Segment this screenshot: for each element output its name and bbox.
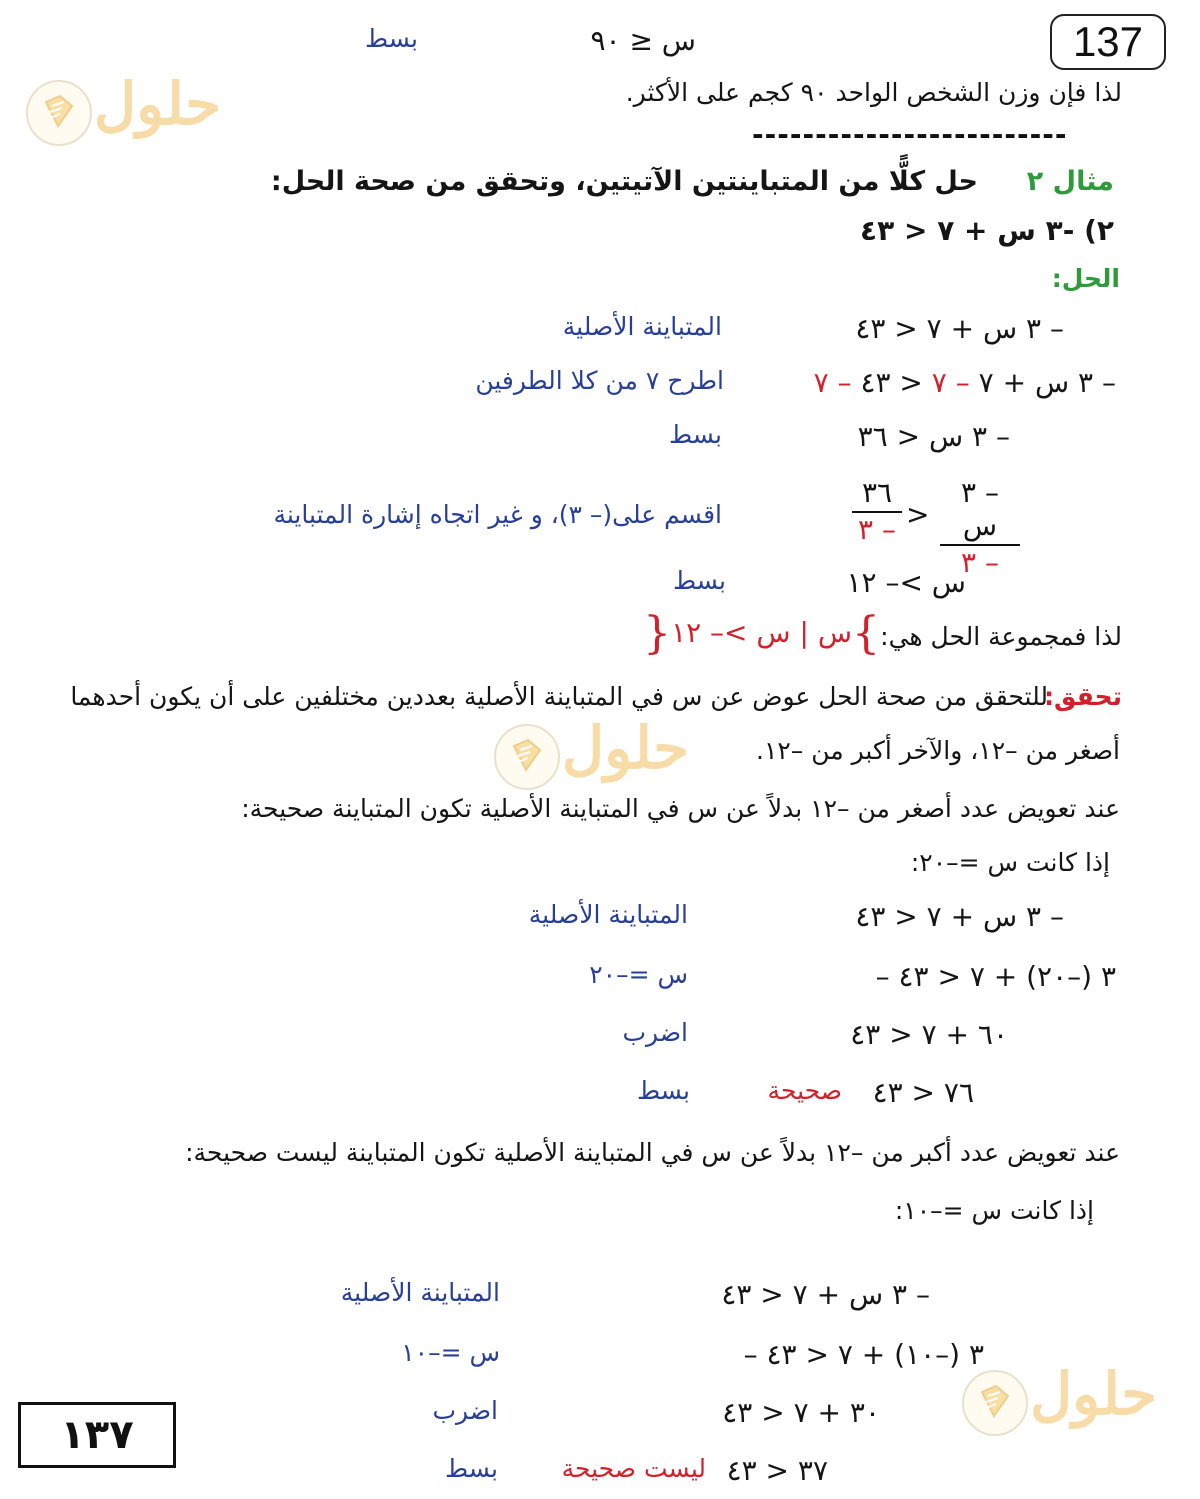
check-line-1: للتحقق من صحة الحل عوض عن س في المتباينة الأصلية بعددين مختلفين على أن يكون أحدهما (70, 682, 1048, 711)
case1-step-1-math: – ٣ س + ٧ < ٤٣ (855, 900, 1064, 933)
case1-if: إذا كانت س =–٢٠: (910, 848, 1110, 877)
case1-intro: عند تعويض عدد أصغر من –١٢ بدلاً عن س في المتباينة الأصلية تكون المتباينة صحيحة: (241, 794, 1120, 823)
case2-verdict: ليست صحيحة (561, 1454, 706, 1483)
case1-verdict: صحيحة (767, 1076, 842, 1105)
conclusion-text: لذا فإن وزن الشخص الواحد ٩٠ كجم على الأكثر. (625, 78, 1122, 107)
step-1-math: – ٣ س + ٧ < ٤٣ (855, 312, 1064, 345)
book-icon (494, 724, 560, 790)
case1-step-2-note: س =–٢٠ (589, 960, 688, 989)
step-4-note: اقسم على(– ٣)، و غير اتجاه إشارة المتباينة (273, 500, 722, 529)
book-icon (962, 1370, 1028, 1436)
case2-step-4-math: ٣٧ < ٤٣ (726, 1454, 828, 1487)
example-problem: ٢) -٣ س + ٧ < ٤٣ (860, 214, 1114, 247)
book-icon (26, 80, 92, 146)
case2-step-1-note: المتباينة الأصلية (340, 1278, 500, 1307)
step-3-note: بسط (669, 420, 722, 449)
step-4-relation: > (906, 498, 931, 531)
case2-step-4-note: بسط (445, 1454, 498, 1483)
step-5-math: س >– ١٢ (846, 566, 966, 599)
step-3-math: – ٣ س < ٣٦ (857, 420, 1010, 453)
top-math: س ≤ ٩٠ (590, 24, 696, 57)
solution-label: الحل: (1051, 264, 1120, 293)
case2-step-2-math: – ٣ (–١٠) + ٧ < ٤٣ (743, 1338, 984, 1371)
case2-step-3-note: اضرب (432, 1396, 498, 1425)
step-2-note: اطرح ٧ من كلا الطرفين (475, 366, 724, 395)
top-note: بسط (365, 24, 418, 53)
page-number-top: 137 (1050, 14, 1166, 70)
case1-step-4-math: ٧٦ < ٤٣ (872, 1076, 974, 1109)
step-2-math: – ٣ س + ٧ – ٧ < ٤٣ – ٧ (813, 366, 1116, 399)
case1-step-3-math: ٦٠ + ٧ < ٤٣ (850, 1018, 1008, 1051)
step-4-left-fraction: – ٣ س – ٣ (940, 476, 1020, 579)
case1-step-4-note: بسط (637, 1076, 690, 1105)
check-line-2: أصغر من –١٢، والآخر أكبر من –١٢. (755, 736, 1120, 765)
solution-set-label: لذا فمجموعة الحل هي: (880, 622, 1122, 651)
case2-step-3-math: ٣٠ + ٧ < ٤٣ (722, 1396, 880, 1429)
separator: ------------------------- (752, 118, 1068, 151)
solution-set: }س | س >– ١٢{ (643, 608, 880, 659)
example-prompt: حل كلًّا من المتباينتين الآتيتين، وتحقق من صحة الحل: (270, 166, 978, 197)
case2-intro: عند تعويض عدد أكبر من –١٢ بدلاً عن س في المتباينة الأصلية تكون المتباينة ليست صحيحة: (185, 1138, 1120, 1167)
case2-step-1-math: – ٣ س + ٧ < ٤٣ (721, 1278, 930, 1311)
case2-if: إذا كانت س =–١٠: (894, 1196, 1094, 1225)
page-number-bottom: ١٣٧ (18, 1402, 176, 1468)
case1-step-2-math: – ٣ (–٢٠) + ٧ < ٤٣ (875, 960, 1116, 993)
case1-step-3-note: اضرب (622, 1018, 688, 1047)
case1-step-1-note: المتباينة الأصلية (528, 900, 688, 929)
step-4-right-fraction: ٣٦ – ٣ (852, 476, 902, 546)
step-5-note: بسط (673, 566, 726, 595)
example-label: مثال ٢ (1026, 166, 1114, 197)
case2-step-2-note: س =–١٠ (401, 1338, 500, 1367)
check-label: تحقق: (1044, 682, 1122, 711)
step-1-note: المتباينة الأصلية (562, 312, 722, 341)
